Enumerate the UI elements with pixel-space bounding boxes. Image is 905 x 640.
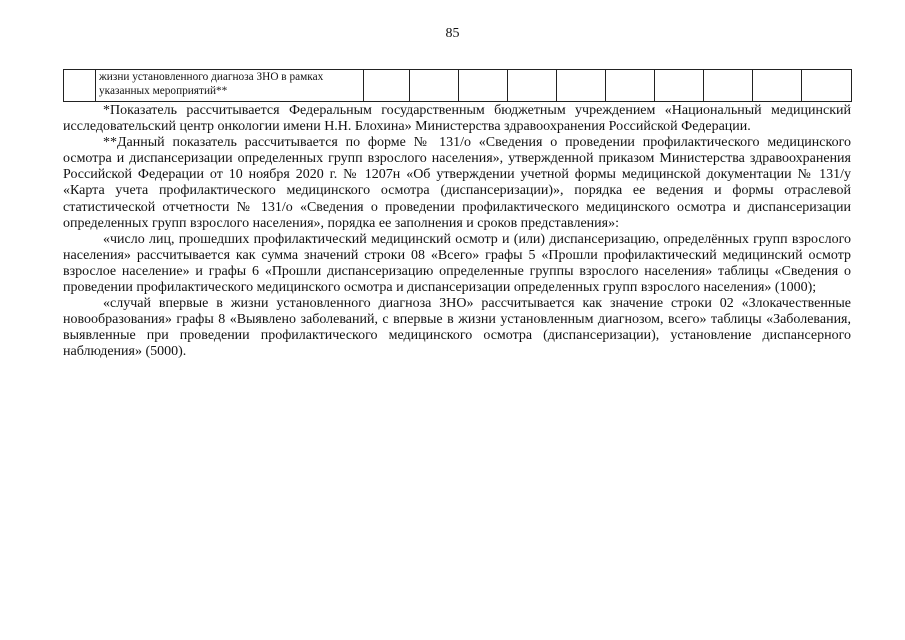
calculation-paragraph: «случай впервые в жизни установленного диагноза ЗНО» рассчитывается как значение строки 02 «Злокачественные новообразования» графы 8 «Выявлено заболеваний, с впервые в жизни установленным диагнозом, всего» таблицы «Заболевания, выявленные при проведении профилактического медицинского осмотра (диспансеризации), установление диспансерного наблюдения» (5000). bbox=[63, 296, 851, 360]
page-number: 85 bbox=[445, 26, 460, 41]
indicator-name-cell: жизни установленного диагноза ЗНО в рамках указанных мероприятий** bbox=[96, 70, 364, 102]
value-cell bbox=[508, 70, 557, 102]
value-cell bbox=[364, 70, 410, 102]
table-row bbox=[64, 70, 852, 102]
footnote-paragraph: **Данный показатель рассчитывается по форме № 131/о «Сведения о проведении профилактического медицинского осмотра и диспансеризации определенных групп взрослого населения», утвержденной приказом Министерства здравоохранения Российской Федерации от 10 ноября 2020 г. № 1207н «Об утверждении учетной формы медицинской документации № 131/у «Карта учета профилактического медицинского осмотра (диспансеризации)», порядка ее ведения и формы отраслевой статистической отчетности № 131/о «Сведения о проведении профилактического медицинского осмотра и диспансеризации определенных групп взрослого населения», порядка ее заполнения и сроков представления»: bbox=[63, 135, 851, 231]
footnotes-body bbox=[63, 103, 851, 361]
indicator-table-fragment bbox=[63, 69, 852, 102]
calculation-paragraph: «число лиц, прошедших профилактический медицинский осмотр и (или) диспансеризацию, определённых групп взрослого населения» рассчитывается как сумма значений строки 08 «Всего» графы 5 «Прошли профилактический медицинский осмотр взрослое население» и графы 6 «Прошли диспансеризацию определенные группы взрослого населения» таблицы «Сведения о проведении профилактического медицинского осмотра и диспансеризации определенных групп взрослого населения» (1000); bbox=[63, 231, 851, 296]
footnote-paragraph: *Показатель рассчитывается Федеральным государственным бюджетным учреждением «Национальный медицинский исследовательский центр онкологии имени Н.Н. Блохина» Министерства здравоохранения Российской Федерации. bbox=[63, 103, 851, 135]
value-cell bbox=[606, 70, 655, 102]
value-cell bbox=[753, 70, 802, 102]
value-cell bbox=[704, 70, 753, 102]
value-cell bbox=[655, 70, 704, 102]
value-cell bbox=[459, 70, 508, 102]
value-cell bbox=[410, 70, 459, 102]
row-number-cell bbox=[64, 70, 96, 102]
value-cell bbox=[802, 70, 852, 102]
value-cell bbox=[557, 70, 606, 102]
